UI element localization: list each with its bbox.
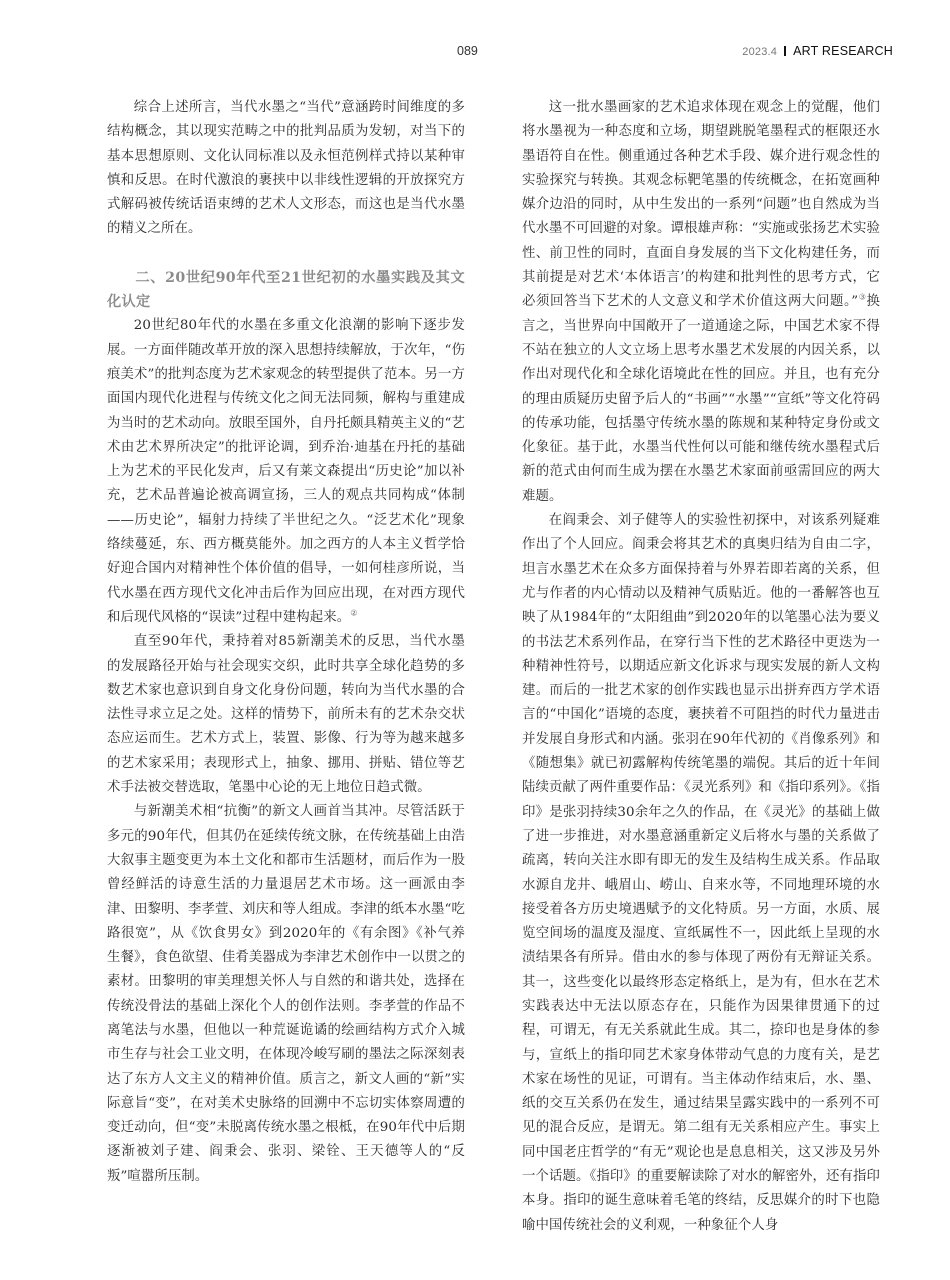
journal-running-head — [742, 44, 893, 58]
left-column — [107, 96, 465, 1189]
paragraph — [107, 314, 465, 630]
issue-number: 2023.4 — [742, 46, 778, 58]
paragraph-text: 这一批水墨画家的艺术追求体现在观念上的觉醒，他们将水墨视为一种态度和立场，期望跳脱笔墨程式的框限还水墨语符自在性。侧重通过各种艺术手段、媒介进行观念性的实验探究与转换。其观念标靶笔墨的传统概念，在拓宽画种媒介边沿的同时，从中生发出的一系列“问题”也自然成为当代水墨不可回避的对象。谭根雄声称：“实施或张扬艺术实验性、前卫性的同时，直面自身发展的当下文化构建任务，而其前提是对艺术‘本体语言’的构建和批判性的思考方式，它必须回答当下艺术的人文意义和学术价值这两大问题。” — [522, 100, 880, 310]
paragraph-text: 换言之，当世界向中国敞开了一道通途之际，中国艺术家不得不站在独立的人文立场上思考水墨艺术发展的内因关系，以作出对现代化和全球化语境此在性的回应。并且，也有充分的理由质疑历史留予后人的“书画”“水墨”“宣纸”等文化符码的传承功能，包括墨守传统水墨的陈规和某种特定身份或文化象征。基于此，水墨当代性何以可能和继传统水墨程式后新的范式由何而生成为摆在水墨艺术家面前亟需回应的两大难题。 — [522, 294, 880, 504]
spacer — [107, 242, 465, 266]
paragraph: 在阎秉会、刘子健等人的实验性初探中，对该系列疑难作出了个人回应。阎秉会将其艺术的真奥归结为自由二字，坦言水墨艺术在众多方面保持着与外界若即若离的关系，但尤与作者的内心情动以及精神气质贴近。他的一番解答也互映了从1984年的“太阳组曲”到2020年的以笔墨心法为要义的书法艺术系列作品，在穿行当下性的艺术路径中更迭为一种精神性符号，以期适应新文化诉求与现实发展的新人文构建。而后的一批艺术家的创作实践也显示出拼弃西方学术语言的“中国化”语境的态度，裹挟着不可阻挡的时代力量进击并发展自身形式和内涵。张羽在90年代初的《肖像系列》和《随想集》就已初露解构传统笔墨的端倪。其后的近十年间陆续贡献了两件重要作品：《灵光系列》和《指印系列》。《指印》是张羽持续30余年之久的作品，在《灵光》的基础上做了进一步推进，对水墨意涵重新定义后将水与墨的关系做了疏离，转向关注水即有即无的发生及结构生成关系。作品取水源自龙井、峨眉山、崂山、自来水等，不同地理环境的水接受着各方历史境遇赋予的文化特质。另一方面，水质、展览空间场的温度及湿度、宣纸属性不一，因此纸上呈现的水渍结果各有所异。借由水的参与体现了两份有无辩证关系。其一，这些变化以最终形态定格纸上，是为有，但水在艺术实践表达中无法以原态存在，只能作为因果律贯通下的过程，可谓无，有无关系就此生成。其二，捺印也是身体的参与，宣纸上的指印同艺术家身体带动气息的力度有关，是艺术家在场性的见证，可谓有。当主体动作结束后，水、墨、纸的交互关系仍在发生，通过结果呈露实践中的一系列不可见的混合反应，是谓无。第二组有无关系相应产生。事实上同中国老庄哲学的“有无”观论也是息息相关，这又涉及另外一个话题。《指印》的重要解读除了对水的解密外，还有指印本身。指印的诞生意味着毛笔的终结，反思媒介的时下也隐喻中国传统社会的义利观，一种象征个人身 — [522, 513, 880, 1233]
footnote-ref[interactable]: ② — [350, 608, 358, 618]
paragraph: 直至90年代，秉持着对85新潮美术的反思，当代水墨的发展路径开始与社会现实交织，此时共享全球化趋势的多数艺术家也意识到自身文化身份问题，转向为当代水墨的合法性寻求立足之处。这样的情势下，前所未有的艺术杂交状态应运而生。艺术方式上，装置、影像、行为等为越来越多的艺术家采用；表现形式上，抽象、挪用、拼贴、错位等艺术手法被交替选取，笔墨中心论的无上地位日趋式微。 — [107, 634, 465, 796]
separator-bar — [784, 46, 786, 56]
paragraph: 与新潮美术相“抗衡”的新文人画首当其冲。尽管活跃于多元的90年代，但其仍在延续传统文脉，在传统基础上由浩大叙事主题变更为本土文化和都市生活题材，而后作为一股曾经鲜活的诗意生活的力量退居艺术市场。这一画派由李津、田黎明、李孝萱、刘庆和等人组成。李津的纸本水墨“吃路很宽”，从《饮食男女》到2020年的《有余图》《补气养生餐》，食色欲望、佳肴美器成为李津艺术创作中一以贯之的素材。田黎明的审美理想关怀人与自然的和谐共处，选择在传统没骨法的基础上深化个人的创作法则。李孝萱的作品不离笔法与水墨，但他以一种荒诞诡谲的绘画结构方式介入城市生存与社会工业文明，在体现冷峻写刷的墨法之际深刻表达了东方人文主义的精神价值。质言之，新文人画的“新”实际意旨“变”，在对美术史脉络的回溯中不忘切实体察周遭的变迁动向，但“变”未脱离传统水墨之根柢，在90年代中后期逐渐被刘子建、阎秉会、张羽、梁铨、王天德等人的“反叛”喧嚣所压制。 — [107, 804, 465, 1184]
paragraph: 综合上述所言，当代水墨之“当代”意涵跨时间维度的多结构概念，其以现实范畴之中的批判品质为发轫，对当下的基本思想原则、文化认同标准以及永恒范例样式持以某种审慎和反思。在时代激浪的裹挟中以非线性逻辑的开放探究方式解码被传统话语束缚的艺术人文形态，而这也是当代水墨的精义之所在。 — [107, 100, 465, 237]
right-column — [522, 96, 880, 1238]
paragraph — [522, 96, 880, 509]
section-heading: 二、20世纪90年代至21世纪初的水墨实践及其文化认定 — [107, 269, 465, 311]
footnote-ref[interactable]: ③ — [858, 292, 867, 302]
paragraph-text: 20世纪80年代的水墨在多重文化浪潮的影响下逐步发展。一方面伴随改革开放的深入思想持续解放，于次年，“伤痕美术”的批判态度为艺术家观念的转型提供了范本。另一方面国内现代化进程与传统文化之间无法同频，解构与重建成为当时的艺术动向。放眼至国外，自丹托颇具精英主义的“艺术由艺术界所决定”的批评论调，到乔治·迪基在丹托的基础上为艺术的平民化发声，后又有莱文森提出“历史论”加以补充，艺术品普遍论被高调宣扬，三人的观点共同构成“体制——历史论”，辐射力持续了半世纪之久。“泛艺术化”现象络续蔓延，东、西方概莫能外。加之西方的人本主义哲学恰好迎合国内对精神性个体价值的倡导，一如何桂彦所说，当代水墨在西方现代文化冲击后作为回应出现，在对西方现代和后现代风格的“误读”过程中建构起来。 — [107, 318, 465, 625]
page-header — [0, 40, 950, 64]
journal-title: ART RESEARCH — [793, 44, 893, 58]
page-number: 089 — [457, 44, 478, 58]
